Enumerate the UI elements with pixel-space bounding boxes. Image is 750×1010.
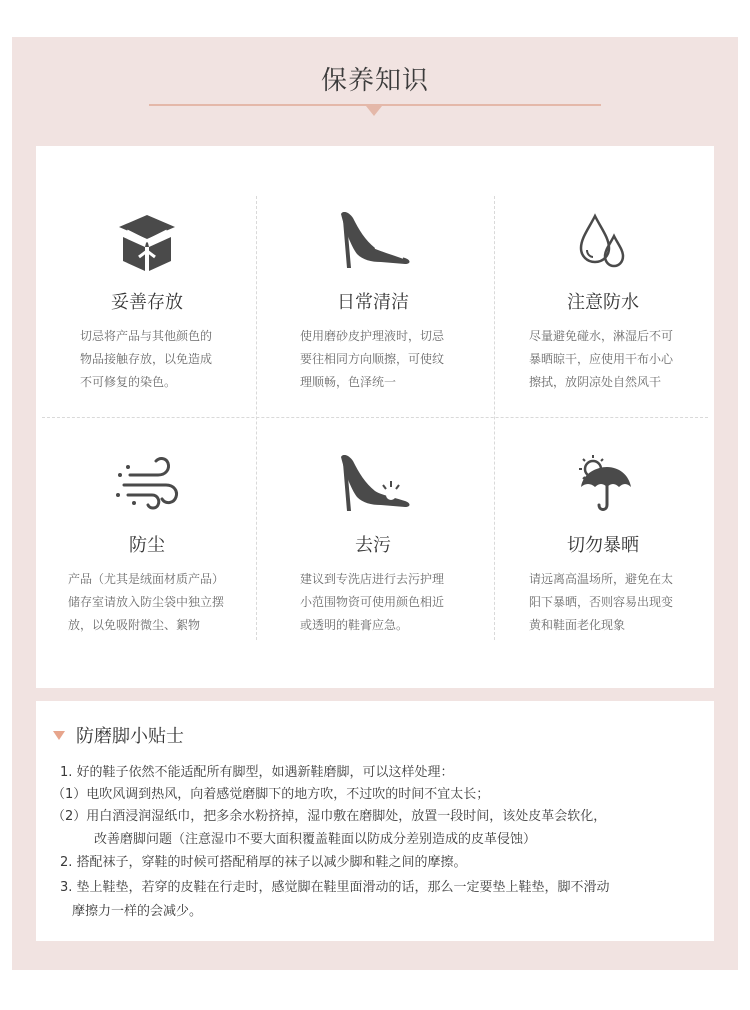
desc-line: 不可修复的染色。: [80, 375, 177, 389]
care-item-desc: [80, 325, 212, 394]
care-item-cleaning: [262, 146, 484, 417]
desc-line: 黄和鞋面老化现象: [529, 618, 626, 632]
box-icon: [36, 211, 258, 277]
tips-line: 1. 好的鞋子依然不能适配所有脚型，如遇新鞋磨脚，可以这样处理：: [60, 765, 454, 780]
desc-line: 切忌将产品与其他颜色的: [80, 329, 213, 343]
desc-line: 暴晒晾干，应使用干布小心: [529, 352, 674, 366]
care-item-title: 防尘: [129, 535, 165, 556]
desc-line: 或透明的鞋膏应急。: [300, 618, 409, 632]
care-item-title: 日常清洁: [337, 292, 409, 313]
tips-title: 防磨脚小贴士: [76, 726, 184, 747]
tips-line: 改善磨脚问题（注意湿巾不要大面积覆盖鞋面以防成分差别造成的皮革侵蚀）: [94, 832, 537, 847]
desc-line: 小范围物资可使用颜色相近: [300, 595, 445, 609]
desc-line: 请远离高温场所，避免在太: [529, 572, 674, 586]
care-item-desc: [68, 568, 224, 637]
desc-line: 放，以免吸附微尘、絮物: [68, 618, 201, 632]
desc-line: 使用磨砂皮护理液时，切忌: [300, 329, 445, 343]
care-item-title: 注意防水: [567, 292, 639, 313]
stained-heel-icon: [262, 455, 484, 517]
tips-line: （2）用白酒浸润湿纸巾，把多余水粉挤掉，湿巾敷在磨脚处，放置一段时间，该处皮革会软化，: [52, 809, 607, 824]
desc-line: 产品（尤其是绒面材质产品）: [68, 572, 225, 586]
tips-panel: [36, 701, 714, 941]
desc-line: 要往相同方向顺擦，可使纹: [300, 352, 445, 366]
wind-icon: [36, 455, 258, 515]
page-title: 保养知识: [320, 66, 429, 96]
care-item-title: 切勿暴晒: [567, 535, 639, 556]
triangle-bullet-icon: [53, 731, 65, 740]
tips-line: 3. 垫上鞋垫，若穿的皮鞋在行走时，感觉脚在鞋里面滑动的话，那么一定要垫上鞋垫，脚不滑动: [60, 880, 610, 895]
care-item-waterproof: [492, 146, 714, 417]
desc-line: 储存室请放入防尘袋中独立摆: [68, 595, 225, 609]
tips-line: 摩擦力一样的会减少。: [72, 904, 203, 919]
desc-line: 阳下暴晒，否则容易出现变: [529, 595, 674, 609]
desc-line: 物品接触存放，以免造成: [80, 352, 213, 366]
desc-line: 尽量避免碰水，淋湿后不可: [529, 329, 674, 343]
tips-line: 2. 搭配袜子，穿鞋的时候可搭配稍厚的袜子以减少脚和鞋之间的摩擦。: [60, 855, 467, 870]
care-item-desc: [300, 325, 444, 394]
care-item-no-sun: [492, 417, 714, 688]
care-item-desc: [529, 568, 673, 637]
desc-line: 建议到专洗店进行去污护理: [300, 572, 445, 586]
care-item-desc: [529, 325, 673, 394]
care-item-desc: [300, 568, 444, 637]
care-item-title: 妥善存放: [111, 292, 183, 313]
care-item-stain-removal: [262, 417, 484, 688]
care-item-dustproof: [36, 417, 258, 688]
tips-line: （1）电吹风调到热风，向着感觉磨脚下的地方吹，不过吹的时间不宜太长；: [52, 787, 490, 802]
water-drops-icon: [492, 212, 714, 276]
high-heel-icon: [262, 212, 484, 274]
care-item-storage: [36, 146, 258, 417]
sun-umbrella-icon: [492, 453, 714, 517]
care-item-title: 去污: [355, 535, 391, 556]
care-grid: [36, 146, 714, 688]
desc-line: 理顺畅，色泽统一: [300, 375, 397, 389]
desc-line: 擦拭，放阴凉处自然风干: [529, 375, 662, 389]
title-pointer-icon: [366, 106, 382, 116]
